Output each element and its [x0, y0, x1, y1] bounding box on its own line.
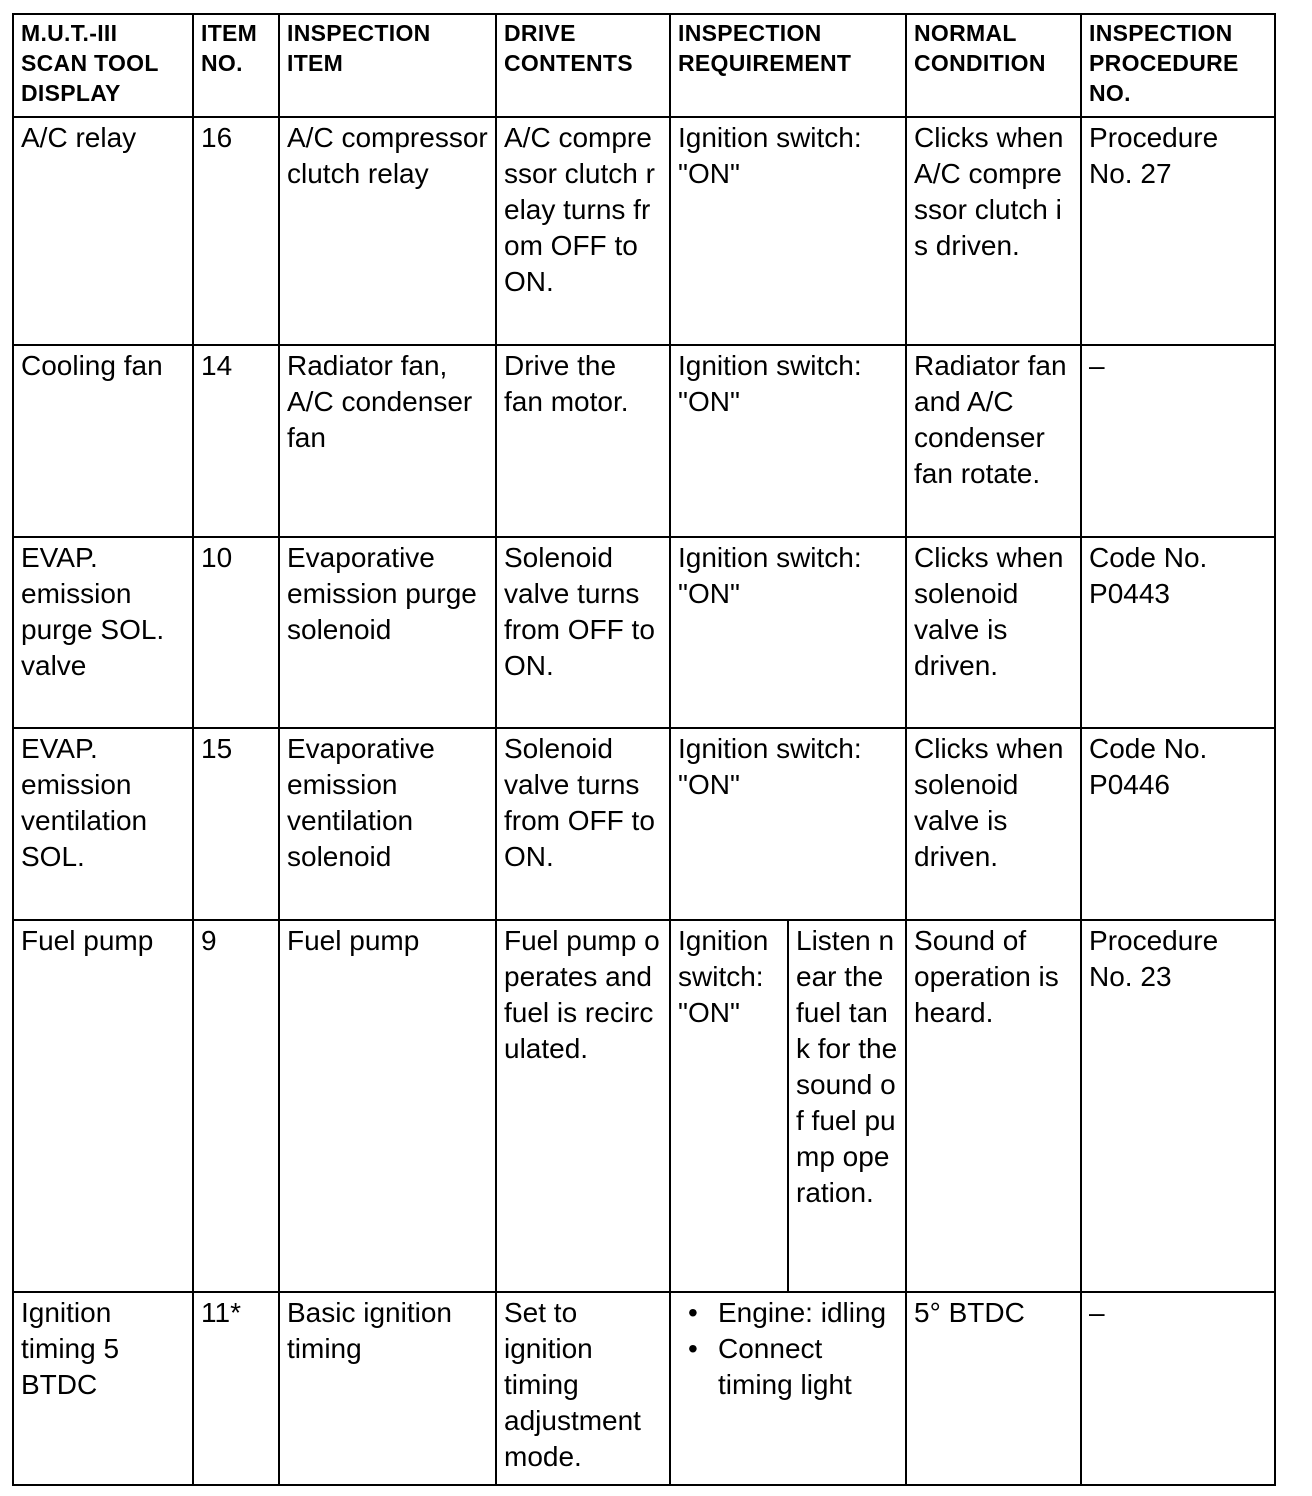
cell-requirement: Ignition switch: "ON": [670, 728, 906, 920]
cell-requirement: Ignition switch: "ON": [670, 920, 788, 1292]
cell-normal-condition: Clicks when A/C compressor clutch is driven.: [906, 117, 1081, 345]
header-procedure-no: INSPECTION PROCEDURE NO.: [1081, 14, 1275, 117]
cell-drive-contents: Solenoid valve turns from OFF to ON.: [496, 728, 670, 920]
cell-normal-condition: Clicks when solenoid valve is driven.: [906, 537, 1081, 728]
cell-display: Cooling fan: [13, 345, 193, 537]
cell-requirement: Ignition switch: "ON": [670, 537, 906, 728]
cell-procedure-no: Procedure No. 27: [1081, 117, 1275, 345]
cell-display: Ignition timing 5 BTDC: [13, 1292, 193, 1485]
header-display: M.U.T.-III SCAN TOOL DISPLAY: [13, 14, 193, 117]
cell-normal-condition: Sound of operation is heard.: [906, 920, 1081, 1292]
cell-display: EVAP. emission ventilation SOL.: [13, 728, 193, 920]
cell-item-no: 14: [193, 345, 279, 537]
cell-drive-contents: Set to ignition timing adjustment mode.: [496, 1292, 670, 1485]
header-item-no: ITEM NO.: [193, 14, 279, 117]
cell-inspection-item: Fuel pump: [279, 920, 496, 1292]
table-row: [13, 117, 1275, 345]
cell-procedure-no: Code No. P0446: [1081, 728, 1275, 920]
cell-inspection-item: A/C compressor clutch relay: [279, 117, 496, 345]
cell-drive-contents: A/C compressor clutch relay turns from OFF to ON.: [496, 117, 670, 345]
cell-procedure-no: –: [1081, 345, 1275, 537]
table-row: [13, 920, 1275, 1292]
cell-inspection-item: Basic ignition timing: [279, 1292, 496, 1485]
requirement-bullet: • Connect timing light: [718, 1331, 898, 1403]
cell-normal-condition: Clicks when solenoid valve is driven.: [906, 728, 1081, 920]
header-inspection-item: INSPECTION ITEM: [279, 14, 496, 117]
header-drive-contents: DRIVE CONTENTS: [496, 14, 670, 117]
cell-display: EVAP. emission purge SOL. valve: [13, 537, 193, 728]
cell-requirement-detail: Listen near the fuel tank for the sound of fuel pump operation.: [788, 920, 906, 1292]
table-row: [13, 345, 1275, 537]
cell-procedure-no: Procedure No. 23: [1081, 920, 1275, 1292]
requirement-bullet: • Engine: idling: [718, 1295, 898, 1331]
cell-drive-contents: Solenoid valve turns from OFF to ON.: [496, 537, 670, 728]
cell-inspection-item: Radiator fan, A/C condenser fan: [279, 345, 496, 537]
cell-requirement: Ignition switch: "ON": [670, 345, 906, 537]
cell-inspection-item: Evaporative emission purge solenoid: [279, 537, 496, 728]
cell-inspection-item: Evaporative emission ventilation solenoid: [279, 728, 496, 920]
cell-procedure-no: –: [1081, 1292, 1275, 1485]
table-row: [13, 537, 1275, 728]
cell-item-no: 10: [193, 537, 279, 728]
actuator-test-table: [12, 13, 1276, 1486]
cell-item-no: 9: [193, 920, 279, 1292]
cell-requirement: Ignition switch: "ON": [670, 117, 906, 345]
cell-item-no: 11*: [193, 1292, 279, 1485]
header-inspection-requirement: INSPECTION REQUIREMENT: [670, 14, 906, 117]
cell-requirement: [670, 1292, 906, 1485]
cell-item-no: 15: [193, 728, 279, 920]
cell-display: A/C relay: [13, 117, 193, 345]
cell-display: Fuel pump: [13, 920, 193, 1292]
cell-normal-condition: Radiator fan and A/C condenser fan rotate.: [906, 345, 1081, 537]
header-row: [13, 14, 1275, 117]
header-normal-condition: NORMAL CONDITION: [906, 14, 1081, 117]
table-row: [13, 1292, 1275, 1485]
cell-normal-condition: 5° BTDC: [906, 1292, 1081, 1485]
table-row: [13, 728, 1275, 920]
requirement-bullet-list: [678, 1295, 898, 1403]
cell-drive-contents: Fuel pump operates and fuel is recirculated.: [496, 920, 670, 1292]
cell-item-no: 16: [193, 117, 279, 345]
cell-drive-contents: Drive the fan motor.: [496, 345, 670, 537]
cell-procedure-no: Code No. P0443: [1081, 537, 1275, 728]
